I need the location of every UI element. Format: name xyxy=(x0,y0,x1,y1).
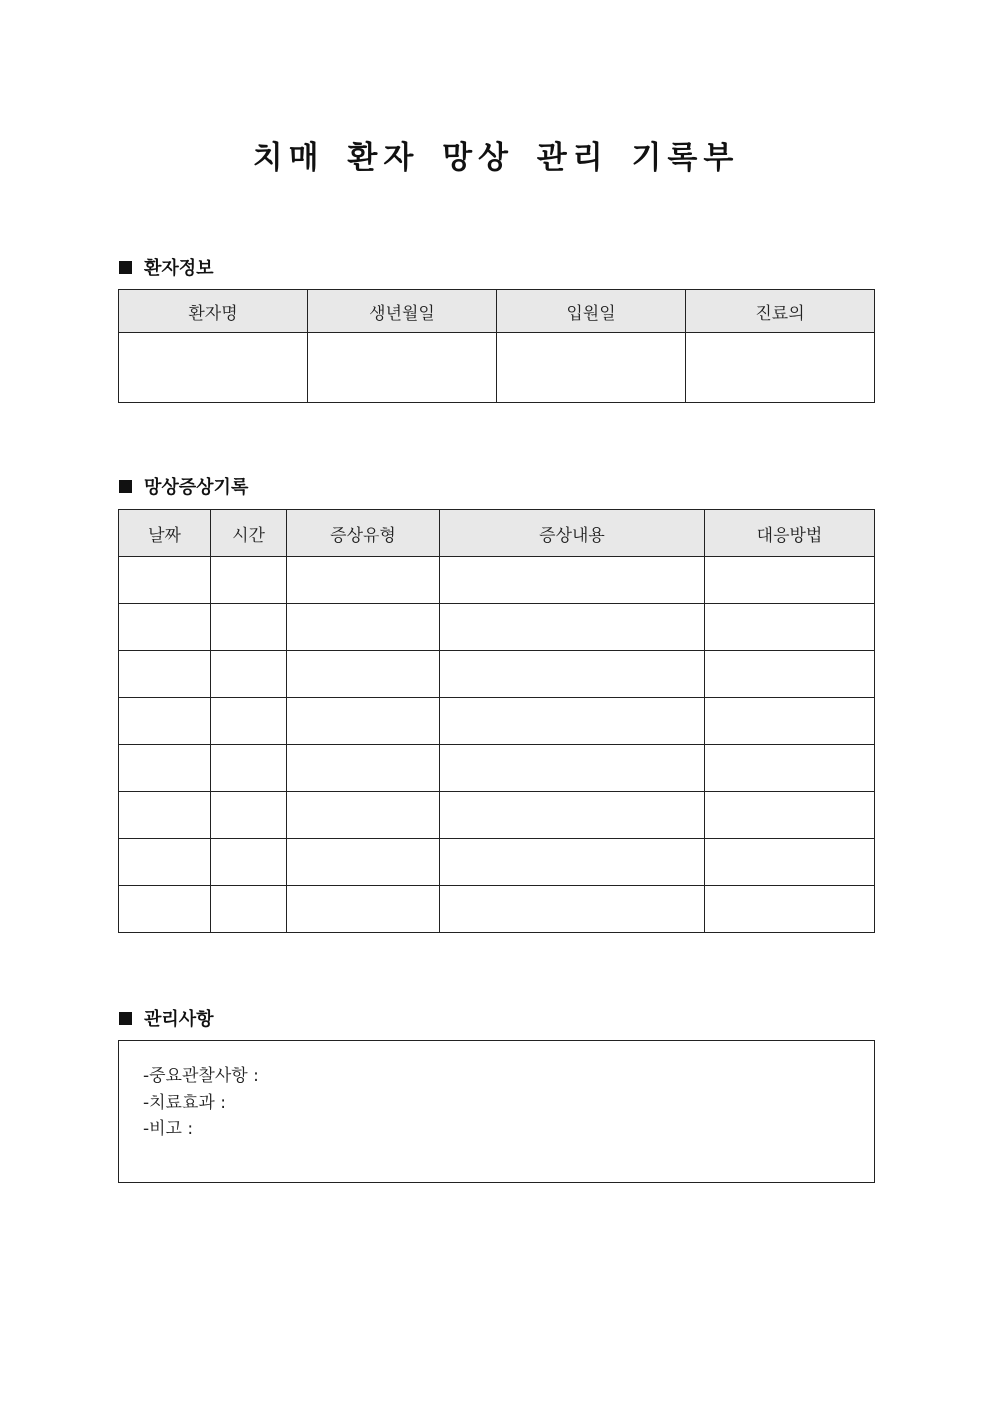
time-cell[interactable] xyxy=(211,651,287,698)
column-header-admission-date: 입원일 xyxy=(497,290,686,333)
symptom-content-cell[interactable] xyxy=(440,745,705,792)
table-header-row xyxy=(119,290,875,333)
square-bullet-icon xyxy=(119,261,132,274)
time-cell[interactable] xyxy=(211,557,287,604)
symptom-type-cell[interactable] xyxy=(287,604,440,651)
patient-info-table xyxy=(118,289,875,403)
table-row xyxy=(119,792,875,839)
column-header-birth-date: 생년월일 xyxy=(308,290,497,333)
column-header-time: 시간 xyxy=(211,510,287,557)
symptom-type-cell[interactable] xyxy=(287,792,440,839)
date-cell[interactable] xyxy=(119,745,211,792)
management-notes-box[interactable] xyxy=(118,1040,875,1183)
table-row xyxy=(119,557,875,604)
response-method-cell[interactable] xyxy=(705,792,875,839)
time-cell[interactable] xyxy=(211,698,287,745)
symptom-type-cell[interactable] xyxy=(287,651,440,698)
note-important-observations: -중요관찰사항 : xyxy=(143,1066,259,1086)
table-row xyxy=(119,698,875,745)
symptom-type-cell[interactable] xyxy=(287,886,440,933)
symptom-content-cell[interactable] xyxy=(440,886,705,933)
response-method-cell[interactable] xyxy=(705,651,875,698)
note-treatment-effect: -치료효과 : xyxy=(143,1093,226,1113)
time-cell[interactable] xyxy=(211,745,287,792)
date-cell[interactable] xyxy=(119,557,211,604)
response-method-cell[interactable] xyxy=(705,604,875,651)
response-method-cell[interactable] xyxy=(705,557,875,604)
section-heading-label: 관리사항 xyxy=(144,1009,214,1030)
section-heading-delusion-record xyxy=(119,473,248,499)
table-row xyxy=(119,839,875,886)
column-header-response-method: 대응방법 xyxy=(705,510,875,557)
table-row xyxy=(119,745,875,792)
column-header-physician: 진료의 xyxy=(686,290,875,333)
table-header-row xyxy=(119,510,875,557)
symptom-content-cell[interactable] xyxy=(440,557,705,604)
section-heading-patient-info xyxy=(119,254,214,280)
square-bullet-icon xyxy=(119,1012,132,1025)
response-method-cell[interactable] xyxy=(705,698,875,745)
symptom-content-cell[interactable] xyxy=(440,839,705,886)
patient-name-cell[interactable] xyxy=(119,333,308,403)
date-cell[interactable] xyxy=(119,698,211,745)
symptom-type-cell[interactable] xyxy=(287,557,440,604)
date-cell[interactable] xyxy=(119,651,211,698)
date-cell[interactable] xyxy=(119,886,211,933)
column-header-symptom-content: 증상내용 xyxy=(440,510,705,557)
table-row xyxy=(119,651,875,698)
table-row xyxy=(119,886,875,933)
symptom-type-cell[interactable] xyxy=(287,698,440,745)
symptom-content-cell[interactable] xyxy=(440,698,705,745)
column-header-date: 날짜 xyxy=(119,510,211,557)
section-heading-management xyxy=(119,1005,214,1031)
symptom-type-cell[interactable] xyxy=(287,839,440,886)
column-header-symptom-type: 증상유형 xyxy=(287,510,440,557)
time-cell[interactable] xyxy=(211,604,287,651)
note-remarks: -비고 : xyxy=(143,1119,194,1139)
time-cell[interactable] xyxy=(211,839,287,886)
symptom-content-cell[interactable] xyxy=(440,604,705,651)
table-row xyxy=(119,333,875,403)
time-cell[interactable] xyxy=(211,792,287,839)
date-cell[interactable] xyxy=(119,604,211,651)
response-method-cell[interactable] xyxy=(705,745,875,792)
time-cell[interactable] xyxy=(211,886,287,933)
symptom-content-cell[interactable] xyxy=(440,792,705,839)
section-heading-label: 망상증상기록 xyxy=(144,477,249,498)
birth-date-cell[interactable] xyxy=(308,333,497,403)
date-cell[interactable] xyxy=(119,792,211,839)
admission-date-cell[interactable] xyxy=(497,333,686,403)
date-cell[interactable] xyxy=(119,839,211,886)
column-header-patient-name: 환자명 xyxy=(119,290,308,333)
symptom-type-cell[interactable] xyxy=(287,745,440,792)
delusion-record-table xyxy=(118,509,875,933)
response-method-cell[interactable] xyxy=(705,886,875,933)
response-method-cell[interactable] xyxy=(705,839,875,886)
square-bullet-icon xyxy=(119,480,132,493)
physician-cell[interactable] xyxy=(686,333,875,403)
symptom-content-cell[interactable] xyxy=(440,651,705,698)
section-heading-label: 환자정보 xyxy=(144,258,214,279)
table-row xyxy=(119,604,875,651)
page-title: 치매 환자 망상 관리 기록부 xyxy=(252,140,740,176)
